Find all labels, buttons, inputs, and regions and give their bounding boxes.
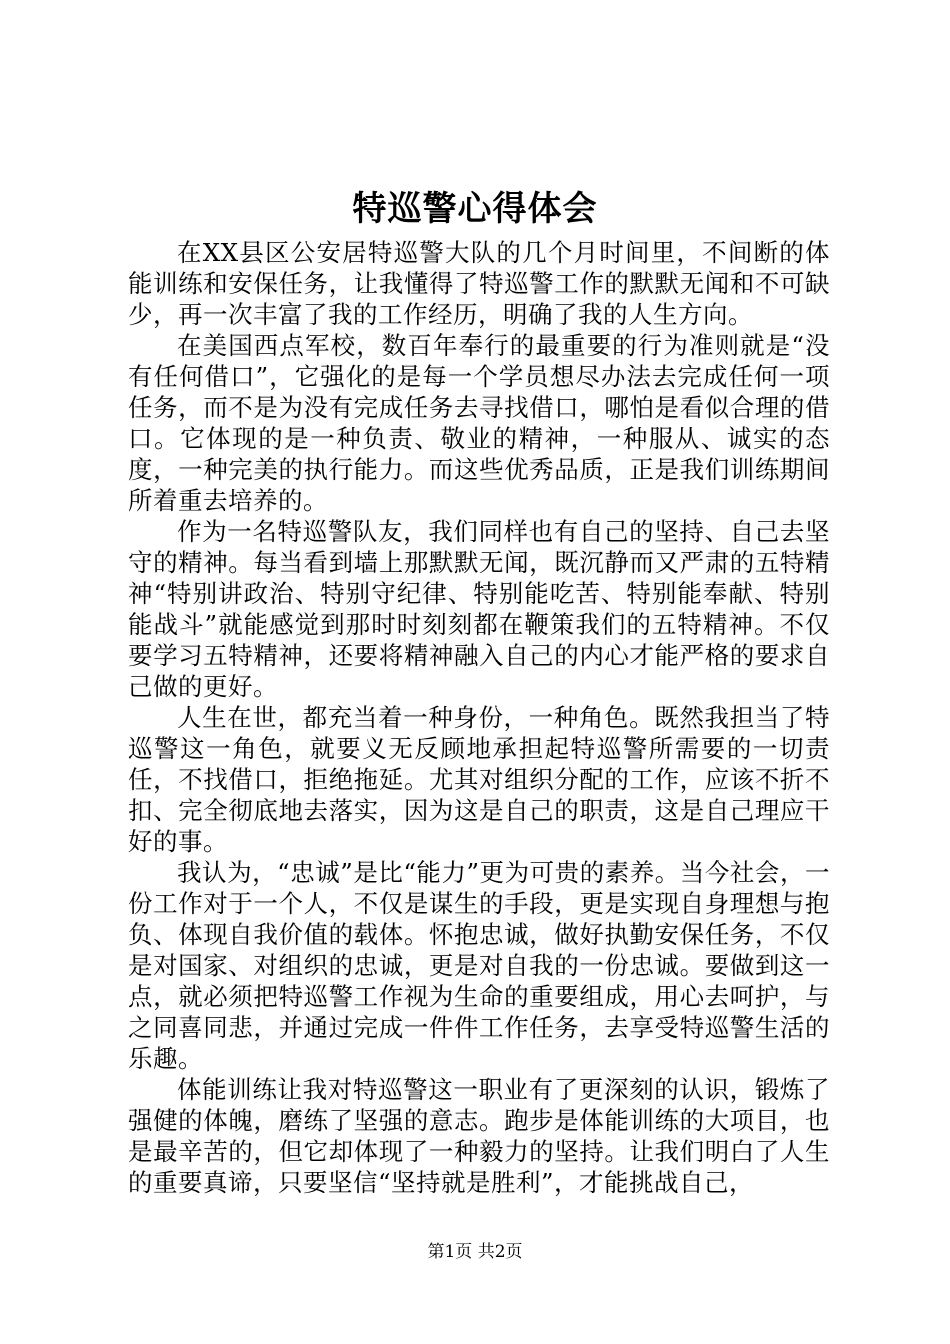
paragraph: 我认为，“忠诚”是比“能力”更为可贵的素养。当今社会，一份工作对于一个人，不仅是谋生的手段，更是实现自身理想与抱负、体现自我价值的载体。怀抱忠诚，做好执勤安保任务，不仅是对国家、对组织的忠诚，更是对自我的一份忠诚。要做到这一点，就必须把特巡警工作视为生命的重要组成，用心去呵护，与之同喜同悲，并通过完成一件件工作任务，去享受特巡警生活的乐趣。 [128, 858, 830, 1073]
paragraph: 人生在世，都充当着一种身份，一种角色。既然我担当了特巡警这一角色，就要义无反顾地承担起特巡警所需要的一切责任，不找借口，拒绝拖延。尤其对组织分配的工作，应该不折不扣、完全彻底地去落实，因为这是自己的职责，这是自己理应干好的事。 [128, 703, 830, 856]
document-title: 特巡警心得体会 [352, 189, 598, 229]
paragraph: 在XX县区公安居特巡警大队的几个月时间里，不间断的体能训练和安保任务，让我懂得了特巡警工作的默默无闻和不可缺少，再一次丰富了我的工作经历，明确了我的人生方向。 [128, 238, 830, 329]
document-body [128, 237, 830, 1198]
paragraph: 体能训练让我对特巡警这一职业有了更深刻的认识，锻炼了强健的体魄，磨练了坚强的意志。跑步是体能训练的大项目，也是最辛苦的，但它却体现了一种毅力的坚持。让我们明白了人生的重要真谛，只要坚信“坚持就是胜利”，才能挑战自己， [128, 1075, 830, 1197]
paragraph: 作为一名特巡警队友，我们同样也有自己的坚持、自己去坚守的精神。每当看到墙上那默默无闻，既沉静而又严肃的五特精神“特别讲政治、特别守纪律、特别能吃苦、特别能奉献、特别能战斗”就能感觉到那时时刻刻都在鞭策我们的五特精神。不仅要学习五特精神，还要将精神融入自己的内心才能严格的要求自己做的更好。 [128, 517, 830, 701]
paragraph: 在美国西点军校，数百年奉行的最重要的行为准则就是“没有任何借口”，它强化的是每一个学员想尽办法去完成任何一项任务，而不是为没有完成任务去寻找借口，哪怕是看似合理的借口。它体现的是一种负责、敬业的精神，一种服从、诚实的态度，一种完美的执行能力。而这些优秀品质，正是我们训练期间所着重去培养的。 [128, 331, 830, 515]
page-footer: 第1页 共2页 [427, 1242, 523, 1262]
